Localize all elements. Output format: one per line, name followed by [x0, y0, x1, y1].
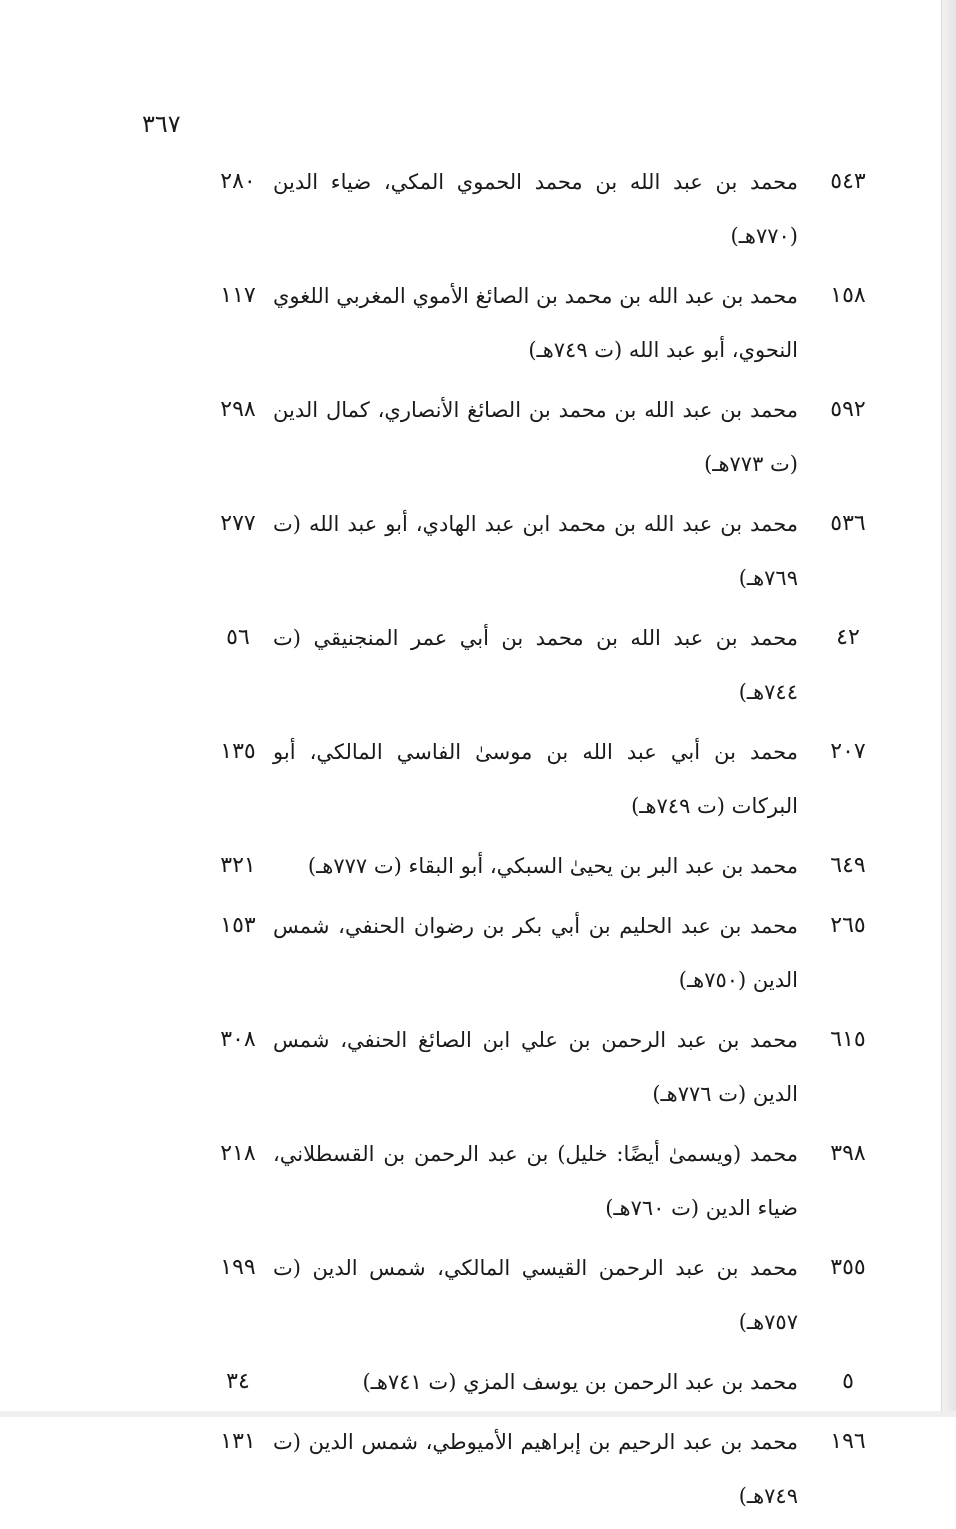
entry-text: محمد بن عبد الحليم بن أبي بكر بن رضوان الحنفي، شمس الدين (٧٥٠هـ) [273, 914, 798, 992]
entry-page-ref: ١٩٩ [220, 1255, 256, 1280]
entry-text: محمد بن عبد الرحمن بن علي ابن الصائغ الحنفي، شمس الدين (ت ٧٧٦هـ) [273, 1028, 798, 1106]
entry-number: ١٩٦ [830, 1429, 866, 1454]
entry-page-ref: ٢١٨ [220, 1141, 256, 1166]
index-entry [0, 1415, 956, 1523]
entry-number: ٥٤٣ [830, 169, 866, 194]
index-entry [0, 611, 956, 719]
index-entry [0, 839, 956, 893]
page-number: ٣٦٧ [142, 110, 181, 138]
entry-number: ٥٣٦ [830, 511, 866, 536]
entry-page-ref: ٢٨٠ [220, 169, 256, 194]
entry-page-ref: ١٣٥ [220, 739, 256, 764]
entry-text: محمد بن عبد الرحيم بن إبراهيم الأميوطي، شمس الدين (ت ٧٤٩هـ) [273, 1430, 798, 1508]
entry-page-ref: ٢٩٨ [220, 397, 256, 422]
entry-number: ٢٦٥ [830, 913, 866, 938]
entry-number: ٥٩٢ [830, 397, 866, 422]
entry-number: ٦١٥ [830, 1027, 866, 1052]
entry-text: محمد بن عبد الرحمن القيسي المالكي، شمس الدين (ت ٧٥٧هـ) [273, 1256, 798, 1334]
entry-page-ref: ٣٤ [226, 1369, 250, 1394]
entry-page-ref: ٣٢١ [220, 853, 256, 878]
index-entry [0, 155, 956, 263]
entry-text: محمد بن عبد الله بن محمد ابن عبد الهادي، أبو عبد الله (ت ٧٦٩هـ) [273, 512, 798, 590]
entry-number: ٦٤٩ [830, 853, 866, 878]
entry-text: محمد بن عبد الله بن محمد بن الصائغ الأنصاري، كمال الدين (ت ٧٧٣هـ) [273, 398, 798, 476]
entry-text: محمد بن عبد الله بن محمد بن أبي عمر المنجنيقي (ت ٧٤٤هـ) [273, 626, 798, 704]
entry-page-ref: ١٣١ [220, 1429, 256, 1454]
entry-number: ٣٩٨ [830, 1141, 866, 1166]
index-entry [0, 1013, 956, 1121]
entry-text: محمد بن عبد الله بن محمد بن الصائغ الأموي المغربي اللغوي النحوي، أبو عبد الله (ت ٧٤٩هـ) [273, 284, 798, 362]
entry-number: ٤٢ [836, 625, 860, 650]
index-entry [0, 1127, 956, 1235]
index-entry [0, 725, 956, 833]
entry-text: محمد بن عبد الله بن محمد الحموي المكي، ضياء الدين (٧٧٠هـ) [273, 170, 798, 248]
entry-page-ref: ٣٠٨ [220, 1027, 256, 1052]
entry-number: ٣٥٥ [830, 1255, 866, 1280]
index-entry [0, 383, 956, 491]
entry-page-ref: ١١٧ [220, 283, 256, 308]
entry-number: ١٥٨ [830, 283, 866, 308]
index-entry [0, 269, 956, 377]
entry-text: محمد بن عبد البر بن يحيىٰ السبكي، أبو البقاء (ت ٧٧٧هـ) [307, 854, 798, 878]
entry-page-ref: ١٥٣ [220, 913, 256, 938]
entry-number: ٥ [842, 1369, 854, 1394]
index-entry [0, 497, 956, 605]
index-entry [0, 1241, 956, 1349]
entry-number: ٢٠٧ [830, 739, 866, 764]
entry-text: محمد (ويسمىٰ أيضًا: خليل) بن عبد الرحمن بن القسطلاني، ضياء الدين (ت ٧٦٠هـ) [273, 1142, 798, 1220]
entry-text: محمد بن أبي عبد الله بن موسىٰ الفاسي المالكي، أبو البركات (ت ٧٤٩هـ) [273, 740, 798, 818]
index-entry [0, 899, 956, 1007]
entry-page-ref: ٢٧٧ [220, 511, 256, 536]
index-entries [0, 155, 956, 1529]
entry-page-ref: ٥٦ [226, 625, 250, 650]
entry-text: محمد بن عبد الرحمن بن يوسف المزي (ت ٧٤١هـ) [362, 1370, 798, 1394]
index-entry [0, 1355, 956, 1409]
